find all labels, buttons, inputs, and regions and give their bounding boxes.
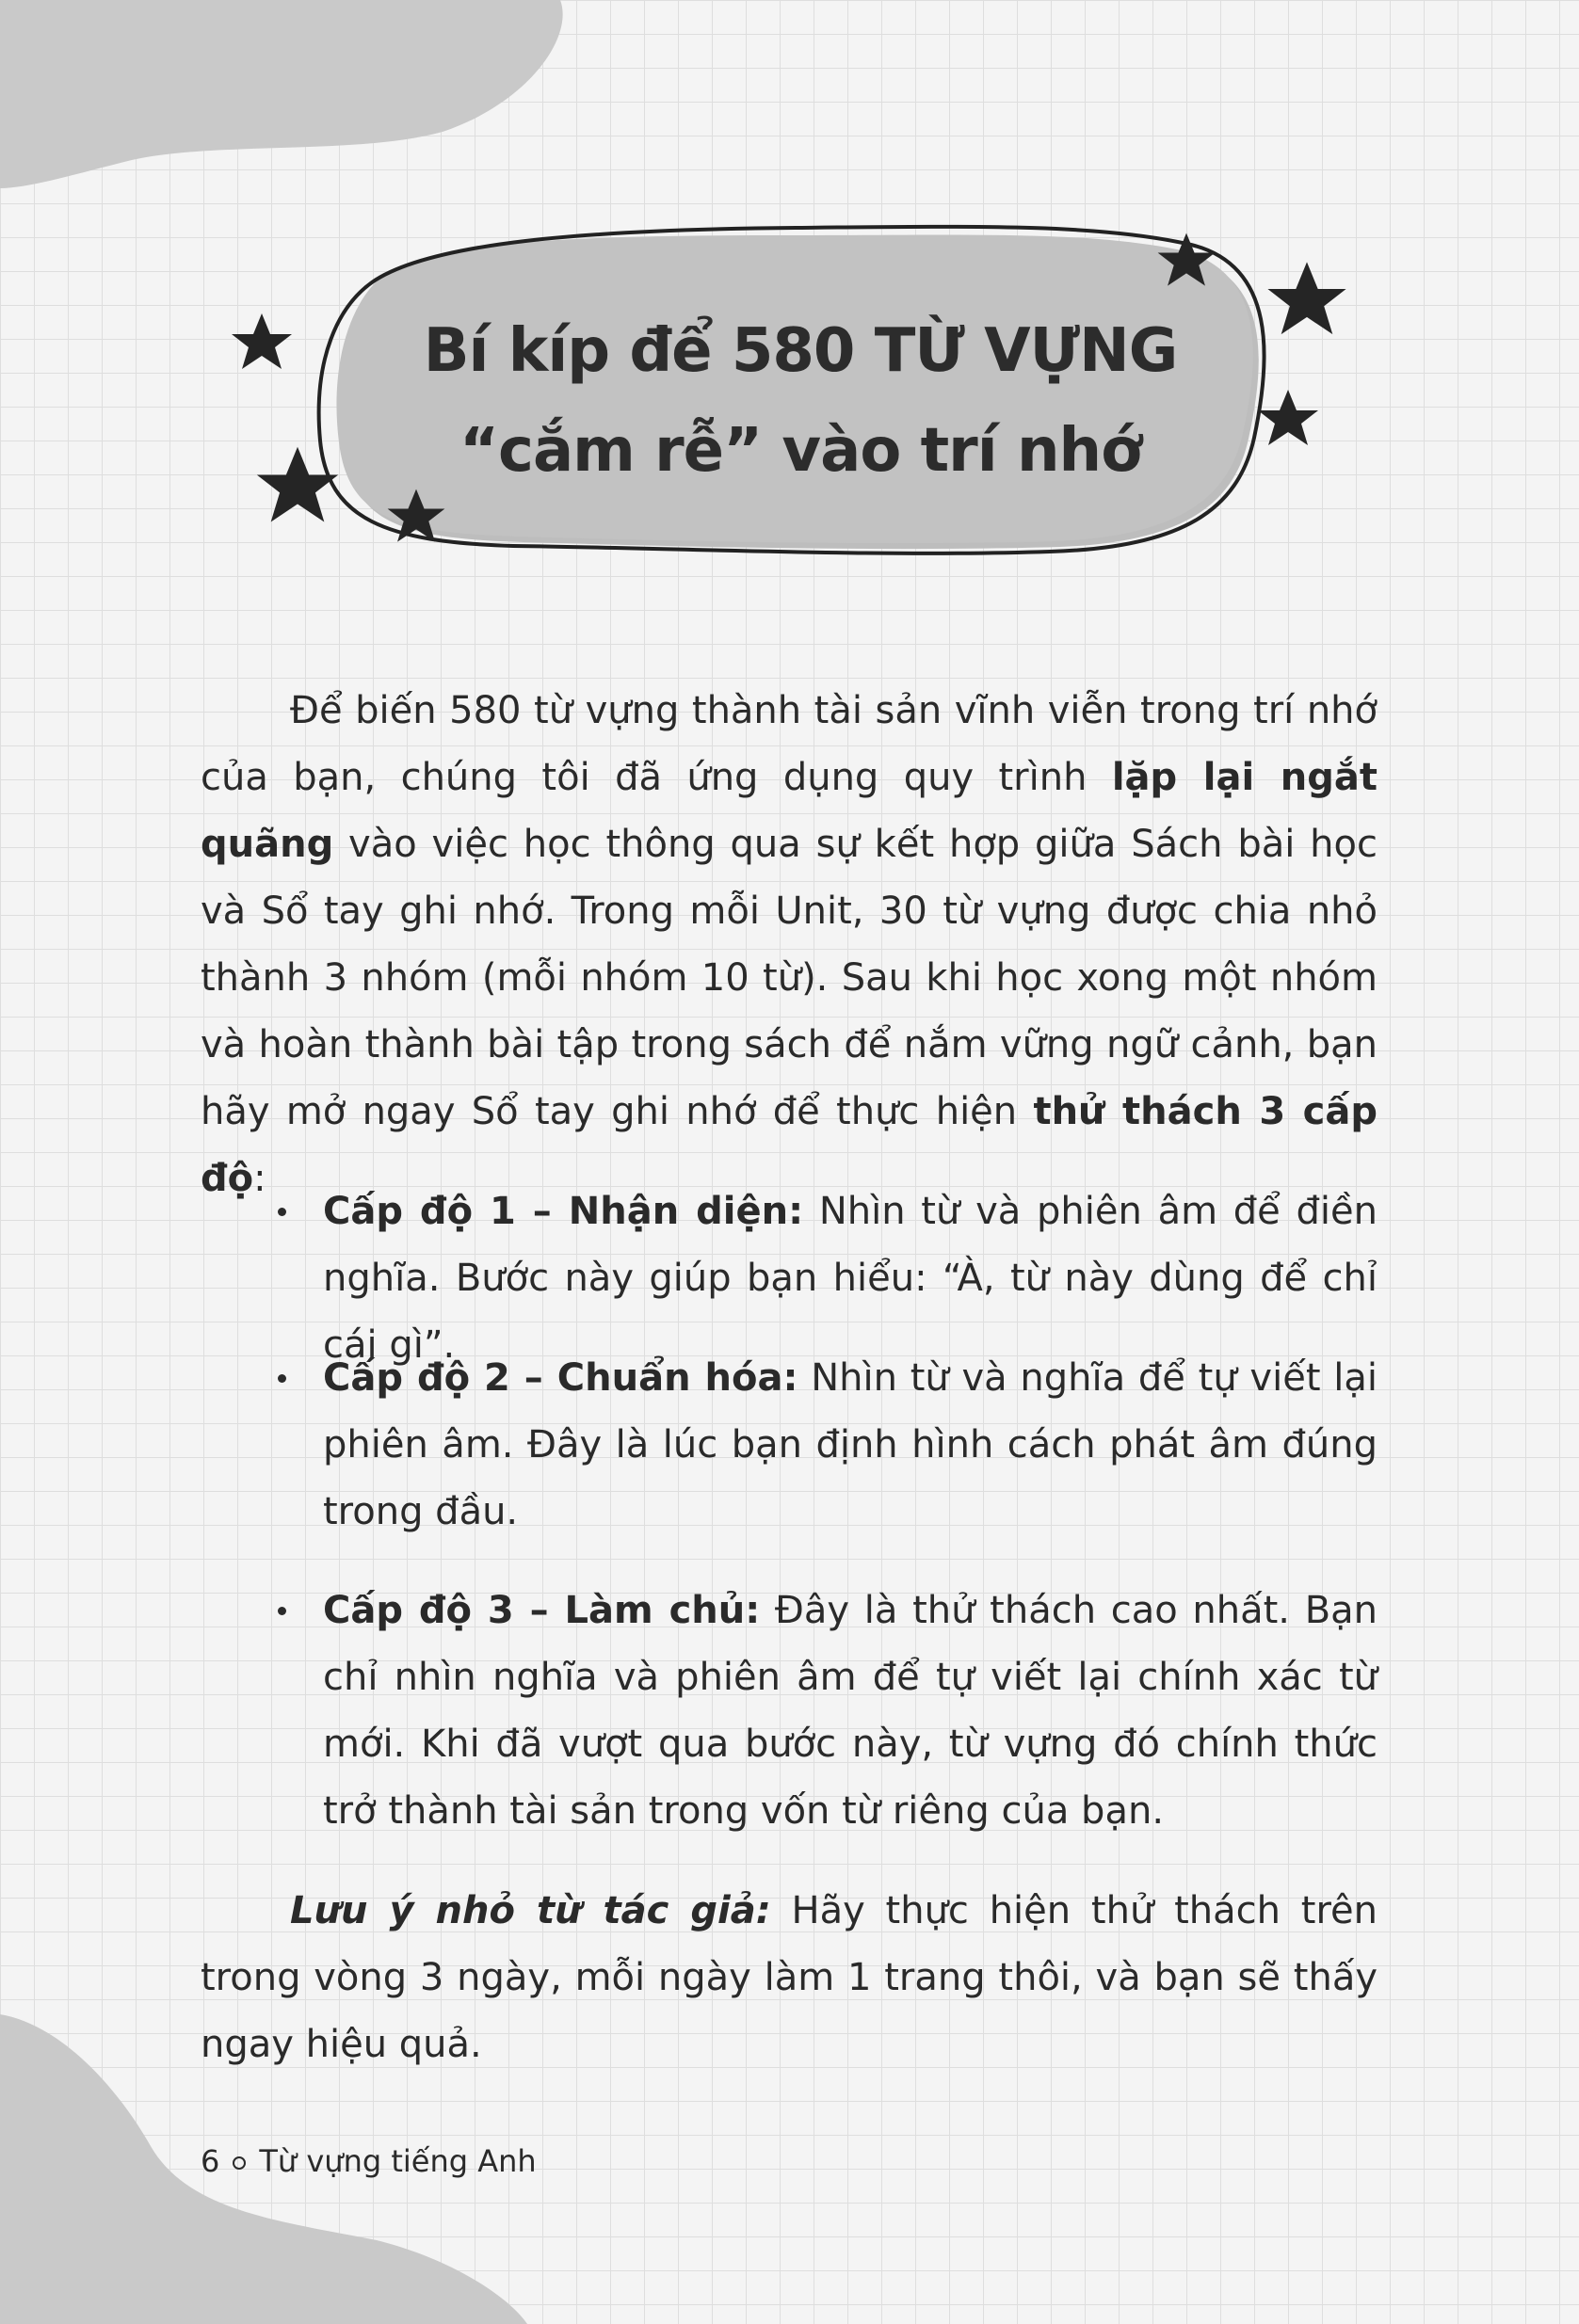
intro-paragraph: Để biến 580 từ vựng thành tài sản vĩnh viễn trong trí nhớ của bạn, chúng tôi đã ứng dụng quy trình lặp lại ngắt quãng vào việc học thông qua sự kết hợp giữa Sách bài học và Sổ tay ghi nhớ. Trong mỗi Unit, 30 từ vựng được chia nhỏ thành 3 nhóm (mỗi nhóm 10 từ). Sau khi học xong một nhóm và hoàn thành bài tập trong sách để nắm vững ngữ cảnh, bạn hãy mở ngay Sổ tay ghi nhớ để thực hiện thử thách 3 cấp độ:	[201, 689, 1378, 1200]
page-title-line-2: “cắm rễ” vào trí nhớ	[459, 416, 1142, 486]
level-label: Cấp độ 2 – Chuẩn hóa:	[323, 1356, 798, 1400]
levels-list-2	[201, 1345, 1378, 1546]
levels-list-3	[201, 1578, 1378, 1845]
list-item: Cấp độ 3 – Làm chủ: Đây là thử thách cao nhất. Bạn chỉ nhìn nghĩa và phiên âm để tự viết lại chính xác từ mới. Khi đã vượt qua bước này, từ vựng đó chính thức trở thành tài sản trong vốn từ riêng của bạn.	[201, 1578, 1378, 1845]
page-number: 6	[201, 2143, 220, 2179]
page-footer	[201, 2143, 537, 2179]
bullet-icon	[278, 1374, 286, 1383]
bullet-icon	[278, 1607, 286, 1615]
author-note: Lưu ý nhỏ từ tác giả: Hãy thực hiện thử thách trên trong vòng 3 ngày, mỗi ngày làm 1 trang thôi, và bạn sẽ thấy ngay hiệu quả.	[201, 1889, 1378, 2066]
bullet-icon	[278, 1208, 286, 1216]
page-title-line-1: Bí kíp để 580 TỪ VỰNG	[423, 316, 1178, 386]
list-item: Cấp độ 2 – Chuẩn hóa: Nhìn từ và nghĩa để tự viết lại phiên âm. Đây là lúc bạn định hình cách phát âm đúng trong đầu.	[201, 1345, 1378, 1546]
book-title: Từ vựng tiếng Anh	[259, 2143, 537, 2179]
top-left-blob	[0, 0, 584, 198]
emphasis-spaced-repetition: lặp lại ngắt quãng	[201, 756, 1378, 866]
separator-circle-icon	[233, 2156, 246, 2170]
emphasis-challenge: thử thách 3 cấp độ	[201, 1090, 1378, 1200]
list-item: Cấp độ 1 – Nhận diện: Nhìn từ và phiên âm để điền nghĩa. Bước này giúp bạn hiểu: “À, từ này dùng để chỉ cái gì”.	[201, 1178, 1378, 1379]
title-badge	[207, 216, 1394, 584]
note-label: Lưu ý nhỏ từ tác giả:	[290, 1889, 771, 1932]
intro-section	[201, 678, 1378, 1212]
level-label: Cấp độ 3 – Làm chủ:	[323, 1589, 761, 1632]
level-label: Cấp độ 1 – Nhận diện:	[323, 1190, 804, 1233]
